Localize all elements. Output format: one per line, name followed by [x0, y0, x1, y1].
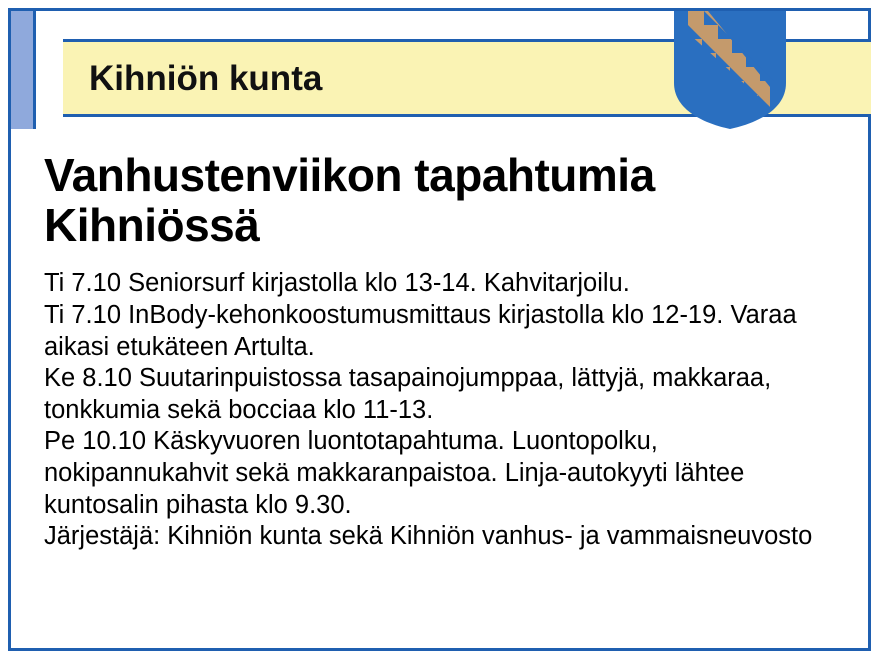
ad-card [8, 8, 871, 651]
organizer-line: Järjestäjä: Kihniön kunta sekä Kihniön vanhus- ja vammaisneuvosto [44, 522, 813, 551]
page-title: Vanhustenviikon tapahtumia Kihniössä [44, 149, 655, 251]
coat-of-arms-icon [674, 11, 786, 129]
event-line: Ti 7.10 InBody-kehonkoostumusmittaus kirjastolla klo 12-19. Varaa aikasi etukäteen Artulta. [44, 300, 804, 361]
event-list [44, 268, 842, 552]
event-line: Ti 7.10 Seniorsurf kirjastolla klo 13-14. Kahvitarjoilu. [44, 269, 630, 298]
ad-content [44, 151, 842, 553]
organization-title: Kihniön kunta [89, 59, 323, 98]
event-line: Ke 8.10 Suutarinpuistossa tasapainojumppaa, lättyjä, makkaraa, tonkkumia sekä bocciaa klo 11-13. [44, 364, 779, 424]
event-line: Pe 10.10 Käskyvuoren luontotapahtuma. Luontopolku, nokipannukahvit sekä makkaranpaistoa. Linja-autokyyti lähtee kuntosalin pihasta klo 9.30. [44, 427, 752, 519]
